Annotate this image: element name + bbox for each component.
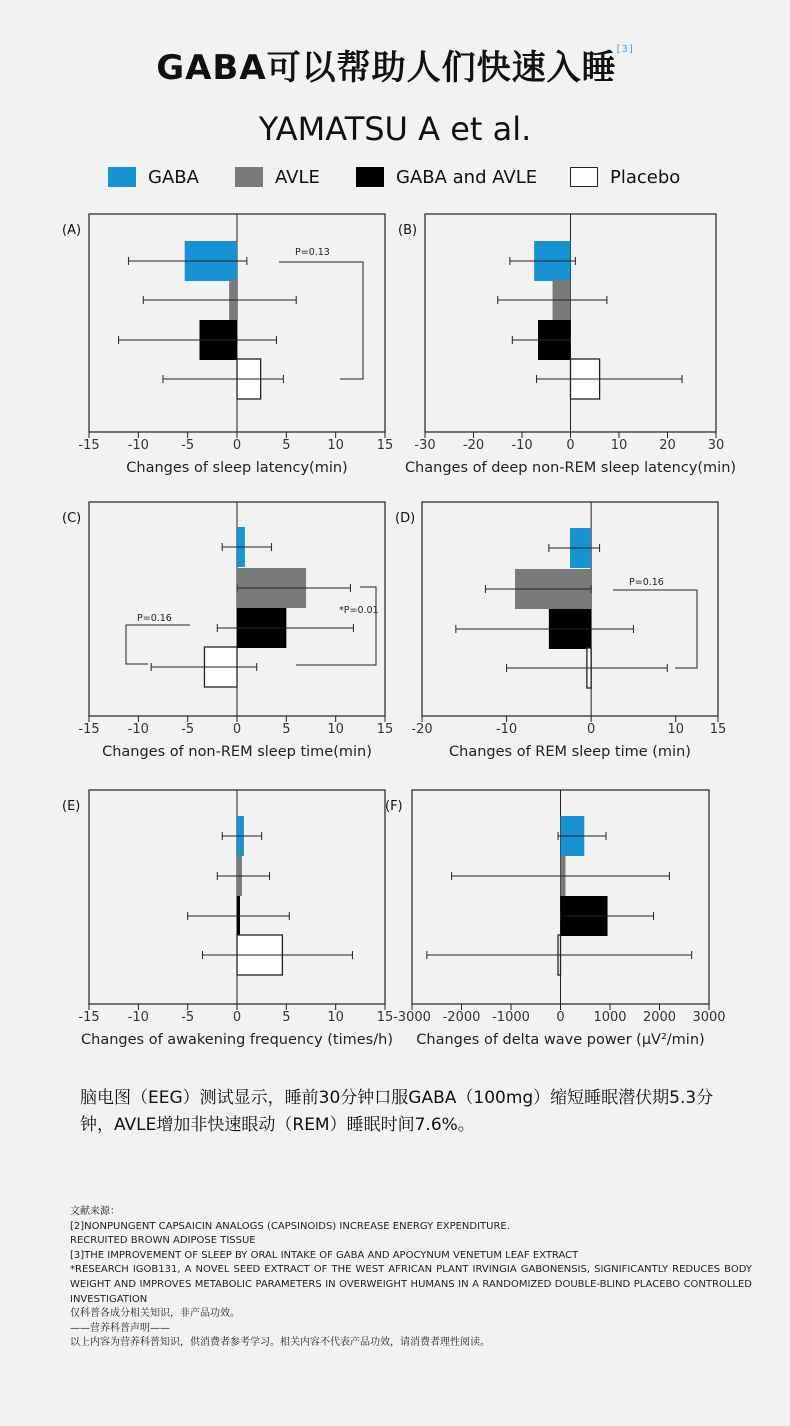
x-axis-label: Changes of deep non-REM sleep latency(min)	[404, 460, 737, 476]
tick-label: -30	[414, 438, 436, 453]
tick-label: 5	[282, 722, 291, 737]
chart-panel-b	[398, 214, 736, 476]
p-value-label: P=0.16	[137, 613, 172, 624]
tick-label: 2000	[642, 1010, 677, 1025]
tick-label: -10	[127, 722, 149, 737]
references	[70, 1205, 752, 1351]
panel-label: (C)	[62, 511, 82, 526]
legend-label-gaba: GABA	[148, 167, 199, 188]
legend-label-gaba-and-avle: GABA and AVLE	[396, 167, 538, 188]
panel-label: (F)	[385, 799, 403, 814]
tick-label: 10	[327, 438, 344, 453]
tick-label: 20	[659, 438, 676, 453]
x-axis-label: Changes of REM sleep time (min)	[449, 744, 691, 760]
tick-label: 3000	[692, 1010, 726, 1025]
author-line: YAMATSU A et al.	[258, 110, 532, 148]
tick-label: -20	[462, 438, 485, 453]
tick-label: -5	[181, 1010, 195, 1025]
tick-label: 1000	[593, 1010, 627, 1025]
reference-item: [3]THE IMPROVEMENT OF SLEEP BY ORAL INTAKE OF GABA AND APOCYNUM VENETUM LEAF EXTRACT	[70, 1249, 579, 1261]
x-axis-label: Changes of sleep latency(min)	[126, 460, 348, 476]
chart-panel-a	[62, 214, 393, 476]
disclaimer: 以上内容为营养科普知识，供消费者参考学习。相关内容不代表产品功效，请消费者理性阅读。	[70, 1337, 490, 1349]
tick-label: 0	[556, 1010, 565, 1025]
panel-label: (D)	[395, 511, 416, 526]
chart-panel-d	[395, 502, 726, 760]
disclaimer-heading: ——营养科普声明——	[70, 1322, 170, 1334]
tick-label: 30	[707, 438, 725, 453]
title-text: GABA可以帮助人们快速入睡	[156, 48, 617, 88]
p-value-label: *P=0.01	[339, 605, 379, 616]
tick-label: -15	[78, 1010, 100, 1025]
title-reference[interactable]: [3]	[616, 44, 634, 55]
reference-item: *RESEARCH IGOB131, A NOVEL SEED EXTRACT OF THE WEST AFRICAN PLANT IRVINGIA GABONENSIS, SIGNIFICANTLY REDUCES BODY WEIGHT AND IMPROVES METABOLIC PARAMETERS IN OVERWEIGHT HUMANS IN A RANDOMIZED DOUBLE-BLIND PLACEBO CONTROLLED INVESTIGATION	[70, 1264, 752, 1305]
tick-label: 15	[376, 438, 394, 453]
p-value-label: P=0.16	[629, 577, 664, 588]
reference-item: [2]NONPUNGENT CAPSAICIN ANALOGS (CAPSINOIDS) INCREASE ENERGY EXPENDITURE.	[70, 1220, 510, 1232]
x-axis-label: Changes of awakening frequency (times/h)	[81, 1032, 393, 1048]
tick-label: -5	[181, 438, 195, 453]
tick-label: -1000	[492, 1010, 530, 1025]
panel-label: (A)	[62, 223, 82, 238]
tick-label: -3000	[393, 1010, 431, 1025]
x-axis-label: Changes of non-REM sleep time(min)	[102, 744, 372, 760]
tick-label: 10	[667, 722, 684, 737]
tick-label: -20	[411, 722, 433, 737]
tick-label: 10	[327, 1010, 344, 1025]
panel-label: (E)	[62, 799, 81, 814]
tick-label: 10	[610, 438, 628, 453]
tick-label: -10	[127, 1010, 149, 1025]
chart-panel-c	[62, 502, 393, 760]
tick-label: -15	[78, 722, 100, 737]
reference-heading: 文献来源：	[70, 1206, 120, 1217]
tick-label: 0	[232, 438, 242, 453]
tick-label: 0	[566, 438, 575, 453]
tick-label: 15	[709, 722, 727, 737]
tick-label: 15	[376, 722, 394, 737]
reference-item: RECRUITED BROWN ADIPOSE TISSUE	[70, 1235, 256, 1247]
panel-label: (B)	[398, 223, 418, 238]
x-axis-label: Changes of delta wave power (μV²/min)	[416, 1032, 705, 1048]
tick-label: -10	[511, 438, 533, 453]
p-value-label: P=0.13	[295, 247, 330, 258]
tick-label: 10	[327, 722, 344, 737]
tick-label: -5	[181, 722, 195, 737]
disclaimer: 仅科普各成分相关知识，非产品功效。	[70, 1308, 240, 1320]
tick-label: -10	[495, 722, 518, 737]
tick-label: 5	[282, 1010, 291, 1025]
tick-label: -15	[78, 438, 100, 453]
tick-label: 5	[282, 438, 291, 453]
legend-label-avle: AVLE	[275, 167, 320, 188]
description: 脑电图（EEG）测试显示，睡前30分钟口服GABA（100mg）缩短睡眠潜伏期5.3分钟，AVLE增加非快速眼动（REM）睡眠时间7.6%。	[80, 1088, 714, 1135]
tick-label: 0	[232, 722, 242, 737]
tick-label: -10	[127, 438, 149, 453]
chart-panel-e	[62, 790, 393, 1048]
legend-label-placebo: Placebo	[610, 167, 681, 188]
tick-label: -2000	[442, 1010, 481, 1025]
chart-panel-f	[385, 790, 726, 1048]
tick-label: 0	[587, 722, 596, 737]
tick-label: 15	[376, 1010, 394, 1025]
tick-label: 0	[232, 1010, 242, 1025]
